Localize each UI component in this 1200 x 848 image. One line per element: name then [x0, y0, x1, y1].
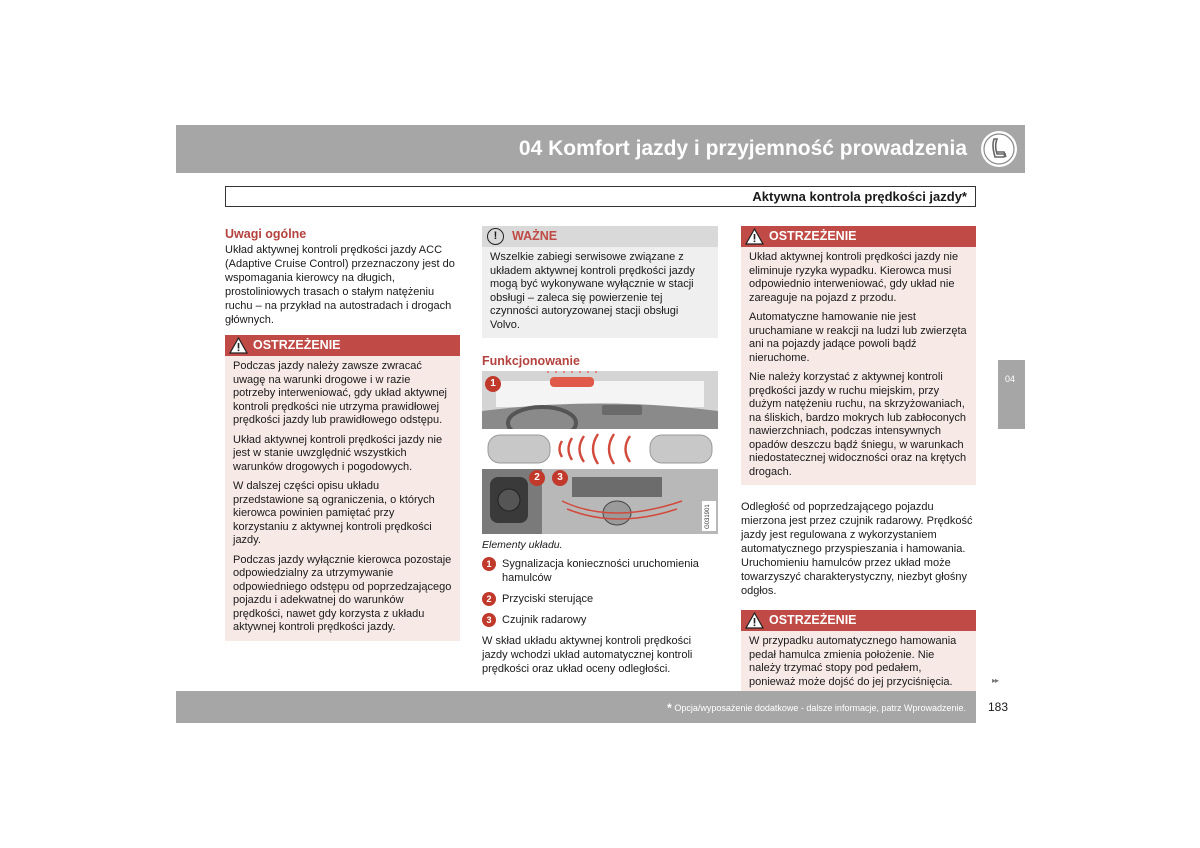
warning-label: OSTRZEŻENIE [253, 338, 341, 352]
column-2 [482, 226, 718, 676]
heading-functioning: Funkcjonowanie [482, 354, 580, 368]
page-number: 183 [988, 700, 1009, 714]
seat-icon [981, 131, 1017, 167]
marker-2: 2 [529, 470, 545, 486]
warning-box [225, 335, 460, 641]
intro-paragraph: Układ aktywnej kontroli prędkości jazdy ACC (Adaptive Cruise Control) przeznaczony jest do wspomagania kierowcy na długich, prostoliniowych trasach o stałym natężeniu ruchu – na przykład na autostradach i drogach głównych. [225, 244, 455, 326]
marker-1: 1 [485, 376, 501, 392]
legend-text: Przyciski sterujące [502, 593, 594, 605]
side-tab-label: 04 [1005, 374, 1016, 384]
footnote-star: * [667, 701, 672, 715]
important-header [482, 226, 718, 247]
warning-paragraph: W przypadku automatycznego hamowania pedał hamulca zmienia położenie. Nie należy trzymać stopy pod pedałem, ponieważ może dojść do jej przyciśnięcia. [749, 635, 957, 688]
warning-paragraph: Nie należy korzystać z aktywnej kontroli prędkości jazdy w ruchu miejskim, przy dużym natężeniu ruchu, na skrzyżowaniach, na śliskich, bardzo mokrych lub zabłoconych nawierzchniach, podczas intensywnych opadów deszczu bądź śniegu, w warunkach niedostatecznej widoczności oraz na krętych drogach. [749, 371, 967, 478]
warning-body [225, 356, 460, 641]
continue-arrows-icon: ▸▸ [992, 676, 999, 685]
system-components-figure [482, 371, 718, 534]
warning-body [741, 631, 976, 695]
column-3 [741, 226, 976, 695]
warning-box [741, 226, 976, 485]
footer-bar [176, 691, 976, 723]
warning-body [741, 247, 976, 485]
warning-paragraph: Układ aktywnej kontroli prędkości jazdy nie jest w stanie uwzględnić wszystkich warunków drogowych i pogodowych. [233, 433, 443, 473]
warning-paragraph: Automatyczne hamowanie nie jest uruchamiane w reakcji na ludzi lub zwierzęta ani na pojazdy jadące powoli bądź nieruchome. [749, 311, 967, 364]
important-label: WAŻNE [512, 229, 558, 243]
section-title: Aktywna kontrola prędkości jazdy* [752, 189, 967, 204]
legend-text: Czujnik radarowy [502, 614, 587, 626]
important-body: Wszelkie zabiegi serwisowe związane z układem aktywnej kontroli prędkości jazdy mogą być wykonywane wyłącznie w stacji obsługi – zaleca się powierzenie tej czynności autoryzowanej stacji obsługi Volvo. [482, 247, 718, 338]
legend-item [482, 557, 718, 585]
body-paragraph: W skład układu aktywnej kontroli prędkości jazdy wchodzi układ automatycznej kontroli prędkości oraz układ oceny odległości. [482, 635, 693, 675]
column-1 [225, 227, 460, 641]
warning-label: OSTRZEŻENIE [769, 613, 857, 627]
page-number-box [976, 691, 1025, 723]
chapter-side-tab [998, 360, 1025, 429]
warning-header [741, 226, 976, 247]
important-box [482, 226, 718, 338]
warning-header [741, 610, 976, 631]
warning-paragraph: Podczas jazdy wyłącznie kierowca pozostaje odpowiedzialny za utrzymywanie odpowiedniego odstępu od poprzedzającego pojazdu i adekwatnej do warunków prędkości, nawet gdy korzysta z układu aktywnej kontroli prędkości jazdy. [233, 553, 452, 633]
legend-item [482, 592, 718, 606]
warning-box [741, 610, 976, 695]
warning-triangle-icon [745, 228, 764, 245]
car-interior-illustration [482, 371, 718, 534]
warning-paragraph: Układ aktywnej kontroli prędkości jazdy nie eliminuje ryzyka wypadku. Kierowca musi odpowiednio interweniować, gdy układ nie zareaguje na pojazd z przodu. [749, 251, 959, 304]
legend-number: 3 [482, 613, 496, 627]
warning-triangle-icon [229, 337, 248, 354]
legend-number: 1 [482, 557, 496, 571]
body-paragraph: Odległość od poprzedzającego pojazdu mierzona jest przez czujnik radarowy. Prędkość jazdy jest regulowana z wykorzystaniem automatycznego przyspieszania i hamowania. Uruchomieniu hamulców przez układ może towarzyszyć charakterystyczny, niezbyt głośny odgłos. [741, 501, 973, 597]
marker-3: 3 [552, 470, 568, 486]
section-title-box [225, 186, 976, 207]
warning-triangle-icon [745, 612, 764, 629]
legend-text: Sygnalizacja konieczności uruchomienia hamulców [502, 558, 699, 584]
footnote [667, 701, 966, 715]
chapter-title: 04 Komfort jazdy i przyjemność prowadzenia [518, 137, 967, 160]
warning-label: OSTRZEŻENIE [769, 229, 857, 243]
heading-general-notes: Uwagi ogólne [225, 227, 307, 241]
footnote-text: Opcja/wyposażenie dodatkowe - dalsze informacje, patrz Wprowadzenie. [674, 703, 966, 713]
exclamation-icon: ! [487, 228, 504, 245]
warning-paragraph: Podczas jazdy należy zawsze zwracać uwagę na warunki drogowe i w razie potrzeby interweniować, gdy układ aktywnej kontroli prędkości nie utrzyma prawidłowej prędkości jazdy lub prawidłowego odstępu. [233, 360, 448, 426]
legend-item [482, 613, 718, 627]
chapter-header [176, 125, 1025, 173]
legend-number: 2 [482, 592, 496, 606]
warning-header [225, 335, 460, 356]
warning-paragraph: W dalszej części opisu układu przedstawione są ograniczenia, o których kierowca powinien pamiętać przy korzystaniu z aktywnej kontroli prędkości jazdy. [233, 480, 435, 546]
figure-caption: Elementy układu. [482, 539, 563, 551]
figure-code: G031901 [705, 504, 711, 529]
